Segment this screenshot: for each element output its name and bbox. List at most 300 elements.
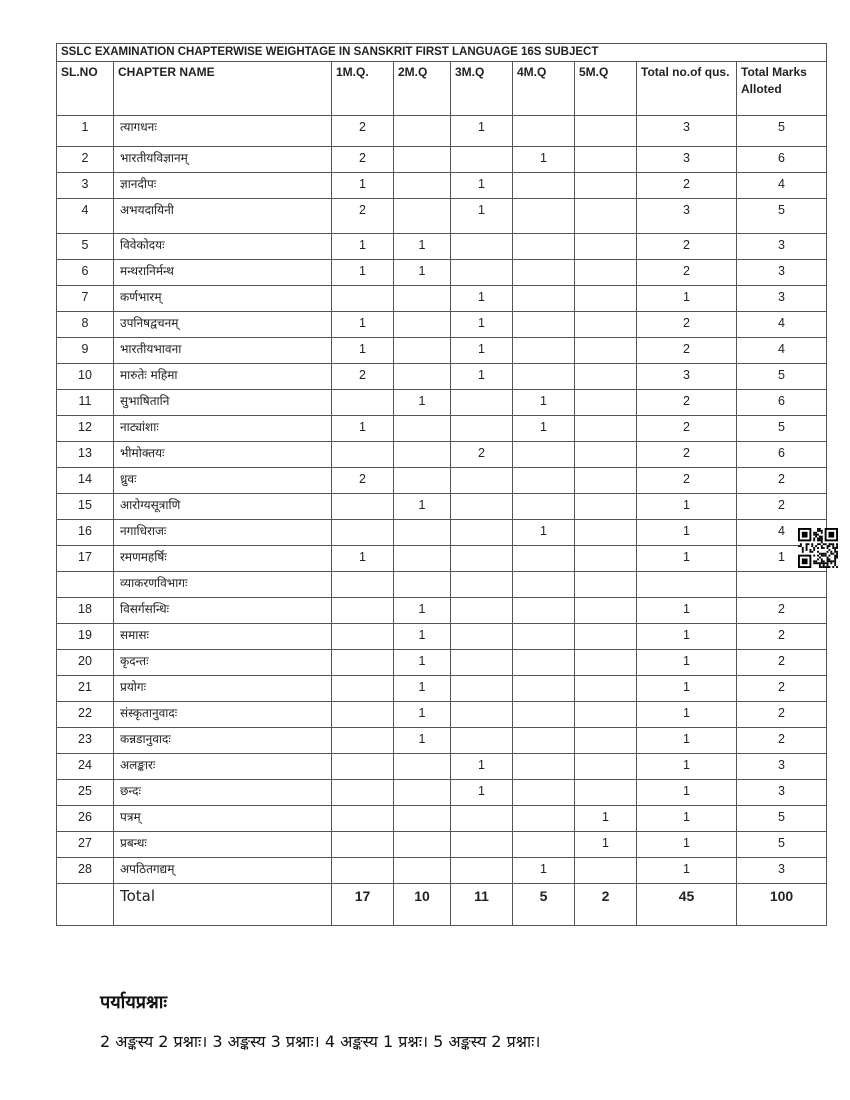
value-cell	[575, 754, 637, 780]
value-cell	[575, 702, 637, 728]
value-cell: 4	[737, 520, 827, 546]
value-cell	[575, 676, 637, 702]
chapter-name-cell: आरोग्यसूत्राणि	[114, 494, 332, 520]
value-cell	[513, 780, 575, 806]
value-cell: 1	[637, 780, 737, 806]
value-cell: 2	[637, 468, 737, 494]
value-cell: 2	[451, 442, 513, 468]
value-cell: 5	[737, 806, 827, 832]
value-cell: 1	[737, 546, 827, 572]
value-cell	[575, 650, 637, 676]
total-cell: 2	[575, 884, 637, 926]
value-cell: 2	[737, 494, 827, 520]
chapter-name-cell: रमणमहर्षिः	[114, 546, 332, 572]
value-cell	[575, 442, 637, 468]
value-cell	[332, 832, 394, 858]
value-cell	[575, 468, 637, 494]
value-cell	[332, 624, 394, 650]
value-cell: 1	[637, 806, 737, 832]
value-cell: 3	[637, 147, 737, 173]
value-cell: 1	[394, 494, 451, 520]
total-cell	[57, 884, 114, 926]
value-cell: 2	[332, 468, 394, 494]
serial-cell: 7	[57, 286, 114, 312]
value-cell	[513, 260, 575, 286]
table-row	[57, 173, 827, 199]
value-cell	[451, 494, 513, 520]
table-row	[57, 728, 827, 754]
value-cell: 5	[737, 116, 827, 147]
chapter-name-cell: भारतीयविज्ञानम्	[114, 147, 332, 173]
value-cell: 2	[737, 598, 827, 624]
chapter-name-cell: नगाधिराजः	[114, 520, 332, 546]
value-cell	[513, 598, 575, 624]
value-cell	[513, 650, 575, 676]
value-cell: 1	[394, 702, 451, 728]
table-row	[57, 754, 827, 780]
value-cell	[513, 624, 575, 650]
serial-cell: 3	[57, 173, 114, 199]
value-cell: 1	[332, 234, 394, 260]
value-cell	[575, 364, 637, 390]
value-cell: 1	[513, 416, 575, 442]
header-cell: 2M.Q	[394, 62, 451, 116]
table-row	[57, 832, 827, 858]
value-cell	[394, 468, 451, 494]
value-cell	[451, 702, 513, 728]
value-cell	[394, 312, 451, 338]
value-cell	[451, 546, 513, 572]
value-cell	[575, 199, 637, 234]
value-cell: 2	[737, 468, 827, 494]
value-cell: 2	[637, 338, 737, 364]
value-cell	[451, 832, 513, 858]
value-cell	[451, 468, 513, 494]
value-cell: 1	[394, 234, 451, 260]
value-cell: 1	[513, 520, 575, 546]
total-cell: 45	[637, 884, 737, 926]
value-cell: 1	[451, 199, 513, 234]
table-row	[57, 390, 827, 416]
value-cell	[513, 234, 575, 260]
value-cell: 1	[332, 416, 394, 442]
value-cell: 3	[737, 780, 827, 806]
header-cell: Total Marks Alloted	[737, 62, 827, 116]
chapter-name-cell: समासः	[114, 624, 332, 650]
value-cell	[575, 780, 637, 806]
value-cell	[513, 312, 575, 338]
serial-cell: 9	[57, 338, 114, 364]
value-cell	[575, 234, 637, 260]
value-cell	[394, 858, 451, 884]
value-cell	[394, 173, 451, 199]
serial-cell: 19	[57, 624, 114, 650]
value-cell	[575, 494, 637, 520]
chapter-name-cell: सुभाषितानि	[114, 390, 332, 416]
total-cell: 5	[513, 884, 575, 926]
serial-cell: 1	[57, 116, 114, 147]
value-cell: 4	[737, 338, 827, 364]
total-cell: 11	[451, 884, 513, 926]
value-cell: 1	[451, 286, 513, 312]
table-row	[57, 572, 827, 598]
table-row	[57, 286, 827, 312]
value-cell: 3	[737, 260, 827, 286]
value-cell: 1	[394, 728, 451, 754]
value-cell	[394, 199, 451, 234]
value-cell	[513, 832, 575, 858]
value-cell	[332, 494, 394, 520]
value-cell	[332, 442, 394, 468]
value-cell	[575, 116, 637, 147]
value-cell: 1	[332, 173, 394, 199]
serial-cell: 10	[57, 364, 114, 390]
value-cell: 1	[513, 858, 575, 884]
chapter-name-cell: व्याकरणविभागः	[114, 572, 332, 598]
table-row	[57, 858, 827, 884]
value-cell: 1	[575, 832, 637, 858]
value-cell: 2	[737, 650, 827, 676]
value-cell	[332, 598, 394, 624]
table-row	[57, 364, 827, 390]
value-cell: 1	[575, 806, 637, 832]
value-cell	[332, 806, 394, 832]
table-row	[57, 702, 827, 728]
serial-cell: 17	[57, 546, 114, 572]
value-cell: 1	[637, 832, 737, 858]
value-cell	[513, 572, 575, 598]
value-cell	[513, 702, 575, 728]
serial-cell: 28	[57, 858, 114, 884]
value-cell: 2	[637, 442, 737, 468]
value-cell: 3	[637, 116, 737, 147]
value-cell: 1	[332, 546, 394, 572]
value-cell	[575, 598, 637, 624]
table-row	[57, 312, 827, 338]
value-cell	[332, 728, 394, 754]
value-cell: 2	[637, 416, 737, 442]
value-cell: 1	[637, 676, 737, 702]
value-cell: 3	[737, 234, 827, 260]
value-cell	[513, 286, 575, 312]
value-cell: 5	[737, 364, 827, 390]
value-cell	[394, 416, 451, 442]
serial-cell: 12	[57, 416, 114, 442]
value-cell: 3	[737, 286, 827, 312]
value-cell: 2	[332, 147, 394, 173]
value-cell	[513, 494, 575, 520]
total-cell: 100	[737, 884, 827, 926]
value-cell: 1	[637, 286, 737, 312]
chapter-name-cell: ज्ञानदीपः	[114, 173, 332, 199]
header-cell: SL.NO	[57, 62, 114, 116]
value-cell: 2	[737, 702, 827, 728]
serial-cell: 18	[57, 598, 114, 624]
value-cell: 4	[737, 312, 827, 338]
value-cell	[451, 416, 513, 442]
table-row	[57, 468, 827, 494]
chapter-name-cell: नाट्यांशाः	[114, 416, 332, 442]
chapter-name-cell: मन्थरानिर्मन्थ	[114, 260, 332, 286]
value-cell: 1	[637, 624, 737, 650]
value-cell: 2	[637, 260, 737, 286]
value-cell: 1	[451, 338, 513, 364]
value-cell: 1	[637, 520, 737, 546]
value-cell: 2	[737, 728, 827, 754]
value-cell	[513, 806, 575, 832]
table-row	[57, 494, 827, 520]
chapter-name-cell: संस्कृतानुवादः	[114, 702, 332, 728]
total-cell: 17	[332, 884, 394, 926]
value-cell: 5	[737, 199, 827, 234]
value-cell: 6	[737, 390, 827, 416]
value-cell	[332, 676, 394, 702]
table-row	[57, 780, 827, 806]
value-cell: 3	[737, 754, 827, 780]
value-cell: 3	[637, 364, 737, 390]
value-cell: 1	[637, 702, 737, 728]
value-cell	[394, 520, 451, 546]
value-cell: 1	[394, 260, 451, 286]
value-cell	[394, 806, 451, 832]
value-cell	[513, 442, 575, 468]
value-cell: 1	[451, 312, 513, 338]
chapter-name-cell: कर्णभारम्	[114, 286, 332, 312]
value-cell	[332, 754, 394, 780]
value-cell	[513, 199, 575, 234]
value-cell	[737, 572, 827, 598]
alternative-questions-note: 2 अङ्कस्य 2 प्रश्नाः। 3 अङ्कस्य 3 प्रश्नाः। 4 अङ्कस्य 1 प्रश्नः। 5 अङ्कस्य 2 प्रश्नाः।	[100, 1032, 541, 1051]
chapter-name-cell: उपनिषद्वचनम्	[114, 312, 332, 338]
chapter-name-cell: अपठितगद्यम्	[114, 858, 332, 884]
header-row	[57, 62, 827, 116]
table-row	[57, 598, 827, 624]
chapter-name-cell: अलङ्कारः	[114, 754, 332, 780]
value-cell: 1	[637, 598, 737, 624]
table-row	[57, 546, 827, 572]
serial-cell: 8	[57, 312, 114, 338]
table-row	[57, 234, 827, 260]
value-cell	[451, 147, 513, 173]
value-cell	[575, 416, 637, 442]
value-cell: 2	[332, 116, 394, 147]
value-cell	[394, 832, 451, 858]
value-cell	[513, 364, 575, 390]
value-cell	[575, 147, 637, 173]
table-row	[57, 806, 827, 832]
value-cell	[394, 572, 451, 598]
value-cell	[394, 754, 451, 780]
value-cell: 2	[637, 312, 737, 338]
value-cell	[575, 173, 637, 199]
value-cell	[513, 338, 575, 364]
value-cell	[513, 468, 575, 494]
chapter-name-cell: प्रबन्धः	[114, 832, 332, 858]
value-cell	[451, 598, 513, 624]
serial-cell: 11	[57, 390, 114, 416]
chapter-name-cell: छन्दः	[114, 780, 332, 806]
table-row	[57, 416, 827, 442]
value-cell: 4	[737, 173, 827, 199]
value-cell	[513, 116, 575, 147]
value-cell: 1	[637, 650, 737, 676]
value-cell	[451, 520, 513, 546]
serial-cell: 5	[57, 234, 114, 260]
table-row	[57, 676, 827, 702]
value-cell	[332, 702, 394, 728]
chapter-name-cell: विवेकोदयः	[114, 234, 332, 260]
value-cell: 6	[737, 147, 827, 173]
serial-cell: 26	[57, 806, 114, 832]
serial-cell: 25	[57, 780, 114, 806]
table-row	[57, 260, 827, 286]
value-cell	[575, 286, 637, 312]
table-row	[57, 147, 827, 173]
alternative-questions-title: पर्यायप्रश्नाः	[100, 992, 168, 1013]
value-cell	[451, 624, 513, 650]
value-cell: 1	[394, 598, 451, 624]
header-cell: CHAPTER NAME	[114, 62, 332, 116]
value-cell	[394, 780, 451, 806]
table-row	[57, 199, 827, 234]
value-cell	[575, 338, 637, 364]
header-cell: 3M.Q	[451, 62, 513, 116]
total-label: Total	[114, 884, 332, 926]
value-cell: 1	[637, 754, 737, 780]
value-cell: 1	[394, 390, 451, 416]
value-cell	[332, 650, 394, 676]
value-cell	[513, 676, 575, 702]
serial-cell: 22	[57, 702, 114, 728]
weightage-table	[56, 43, 827, 926]
value-cell	[451, 234, 513, 260]
value-cell	[575, 260, 637, 286]
serial-cell: 24	[57, 754, 114, 780]
value-cell	[451, 858, 513, 884]
value-cell: 2	[332, 199, 394, 234]
value-cell: 1	[332, 338, 394, 364]
serial-cell: 23	[57, 728, 114, 754]
value-cell	[513, 728, 575, 754]
value-cell	[394, 546, 451, 572]
value-cell	[332, 286, 394, 312]
value-cell	[332, 520, 394, 546]
value-cell: 1	[451, 780, 513, 806]
value-cell	[394, 338, 451, 364]
serial-cell: 20	[57, 650, 114, 676]
value-cell	[332, 390, 394, 416]
table-row	[57, 520, 827, 546]
serial-cell	[57, 572, 114, 598]
serial-cell: 16	[57, 520, 114, 546]
value-cell: 3	[637, 199, 737, 234]
serial-cell: 15	[57, 494, 114, 520]
total-row	[57, 884, 827, 926]
value-cell	[332, 780, 394, 806]
value-cell: 1	[451, 116, 513, 147]
value-cell: 1	[637, 858, 737, 884]
value-cell: 6	[737, 442, 827, 468]
value-cell	[575, 858, 637, 884]
value-cell	[451, 650, 513, 676]
value-cell	[394, 442, 451, 468]
value-cell	[332, 858, 394, 884]
value-cell: 1	[394, 676, 451, 702]
value-cell: 1	[637, 728, 737, 754]
value-cell: 1	[637, 546, 737, 572]
table-row	[57, 442, 827, 468]
total-cell: 10	[394, 884, 451, 926]
value-cell	[394, 147, 451, 173]
chapter-name-cell: कृदन्तः	[114, 650, 332, 676]
value-cell: 2	[637, 390, 737, 416]
value-cell	[451, 806, 513, 832]
value-cell: 1	[513, 147, 575, 173]
value-cell: 1	[451, 364, 513, 390]
header-cell: 5M.Q	[575, 62, 637, 116]
serial-cell: 6	[57, 260, 114, 286]
table-row	[57, 338, 827, 364]
chapter-name-cell: अभयदायिनी	[114, 199, 332, 234]
value-cell: 5	[737, 416, 827, 442]
value-cell	[575, 312, 637, 338]
value-cell: 1	[332, 260, 394, 286]
value-cell: 3	[737, 858, 827, 884]
value-cell	[332, 572, 394, 598]
value-cell	[451, 260, 513, 286]
value-cell	[575, 390, 637, 416]
serial-cell: 14	[57, 468, 114, 494]
value-cell: 2	[332, 364, 394, 390]
value-cell: 1	[513, 390, 575, 416]
value-cell	[451, 572, 513, 598]
chapter-name-cell: मारुतेः महिमा	[114, 364, 332, 390]
value-cell: 1	[394, 650, 451, 676]
value-cell: 5	[737, 832, 827, 858]
serial-cell: 13	[57, 442, 114, 468]
value-cell	[575, 546, 637, 572]
serial-cell: 21	[57, 676, 114, 702]
value-cell	[451, 390, 513, 416]
chapter-name-cell: त्यागधनः	[114, 116, 332, 147]
value-cell	[394, 286, 451, 312]
value-cell	[575, 624, 637, 650]
chapter-name-cell: प्रयोगः	[114, 676, 332, 702]
table-row	[57, 624, 827, 650]
chapter-name-cell: पत्रम्	[114, 806, 332, 832]
chapter-name-cell: भारतीयभावना	[114, 338, 332, 364]
value-cell	[575, 520, 637, 546]
table-row	[57, 116, 827, 147]
value-cell	[513, 546, 575, 572]
header-cell: 4M.Q	[513, 62, 575, 116]
table-caption: SSLC EXAMINATION CHAPTERWISE WEIGHTAGE IN SANSKRIT FIRST LANGUAGE 16S SUBJECT	[57, 44, 827, 62]
value-cell: 1	[332, 312, 394, 338]
header-cell: Total no.of qus.	[637, 62, 737, 116]
serial-cell: 2	[57, 147, 114, 173]
value-cell: 1	[394, 624, 451, 650]
header-cell: 1M.Q.	[332, 62, 394, 116]
value-cell: 2	[637, 234, 737, 260]
chapter-name-cell: ध्रुवः	[114, 468, 332, 494]
chapter-name-cell: विसर्गसन्धिः	[114, 598, 332, 624]
serial-cell: 4	[57, 199, 114, 234]
value-cell: 2	[637, 173, 737, 199]
value-cell: 2	[737, 676, 827, 702]
table-row	[57, 650, 827, 676]
value-cell: 1	[637, 494, 737, 520]
value-cell	[394, 364, 451, 390]
